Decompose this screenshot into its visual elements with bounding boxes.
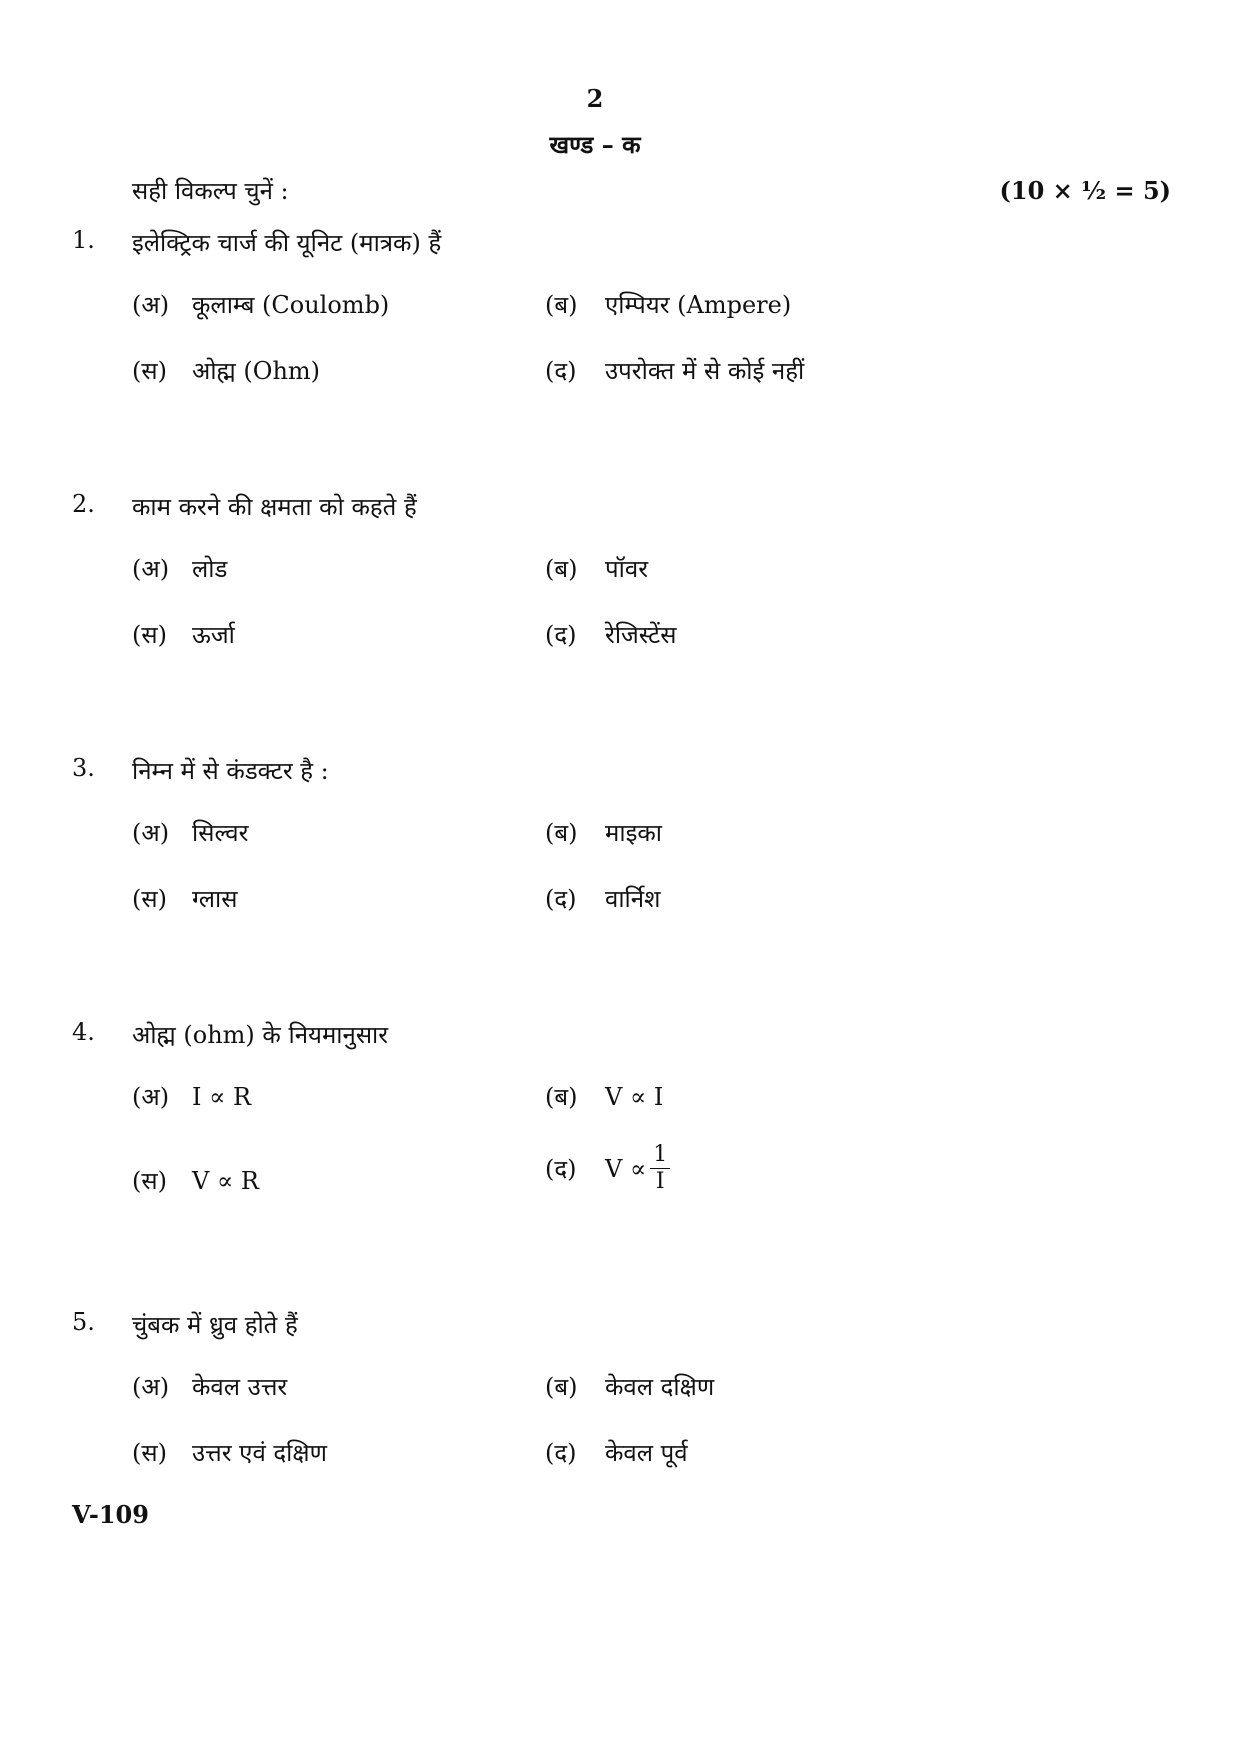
question-number: 4.	[72, 1018, 95, 1046]
marks-allocation: (10 × ½ = 5)	[999, 176, 1171, 205]
option-a	[132, 552, 227, 585]
option-text: ऊर्जा	[192, 621, 235, 649]
question-number: 1.	[72, 226, 95, 254]
question-text: इलेक्ट्रिक चार्ज की यूनिट (मात्रक) हैं	[132, 229, 442, 257]
option-text: V ∝ I	[605, 1082, 664, 1111]
question-text: काम करने की क्षमता को कहते हैं	[132, 493, 417, 521]
option-text: वार्निश	[605, 885, 661, 913]
option-a	[132, 1370, 287, 1403]
question-text: ओह्म (ohm) के नियमानुसार	[132, 1021, 389, 1049]
question-number: 5.	[72, 1308, 95, 1336]
option-b	[545, 1080, 663, 1113]
option-d	[545, 1144, 670, 1193]
option-text: सिल्वर	[192, 819, 249, 847]
option-b	[545, 552, 648, 585]
page-number: 2	[586, 84, 604, 113]
option-text: V ∝	[605, 1154, 647, 1183]
option-label: (ब)	[545, 1083, 578, 1111]
option-text: माइका	[605, 819, 662, 847]
option-text: उपरोक्त में से कोई नहीं	[605, 357, 805, 385]
paper-code: V-109	[72, 1500, 149, 1529]
option-b	[545, 1370, 714, 1403]
option-label: (द)	[545, 1439, 577, 1467]
option-label: (अ)	[132, 1083, 170, 1111]
question-number: 3.	[72, 754, 95, 782]
option-text: कूलाम्ब (Coulomb)	[192, 291, 390, 319]
fraction	[650, 1144, 670, 1193]
option-a	[132, 288, 389, 321]
option-text: एम्पियर (Ampere)	[605, 291, 792, 319]
option-label: (द)	[545, 357, 577, 385]
option-text: पॉवर	[605, 555, 649, 583]
option-label: (ब)	[545, 291, 578, 319]
option-text: केवल दक्षिण	[605, 1373, 715, 1401]
option-label: (द)	[545, 1155, 577, 1183]
option-label: (द)	[545, 621, 577, 649]
section-title: खण्ड – क	[549, 130, 641, 159]
option-label: (अ)	[132, 1373, 170, 1401]
option-label: (ब)	[545, 1373, 578, 1401]
option-text: केवल पूर्व	[605, 1439, 688, 1467]
option-b	[545, 288, 791, 321]
option-label: (ब)	[545, 819, 578, 847]
option-d	[545, 618, 677, 651]
option-c	[132, 1164, 259, 1197]
fraction-denominator: I	[655, 1169, 665, 1194]
option-text: ग्लास	[192, 885, 238, 913]
option-label: (स)	[132, 885, 167, 913]
option-a	[132, 1080, 251, 1113]
option-text: उत्तर एवं दक्षिण	[192, 1439, 327, 1467]
option-c	[132, 354, 320, 387]
question-text: निम्न में से कंडक्टर है :	[132, 757, 329, 785]
option-text: ओह्म (Ohm)	[192, 357, 321, 385]
option-c	[132, 1436, 327, 1469]
option-a	[132, 816, 248, 849]
option-text: लोड	[192, 555, 228, 583]
option-label: (अ)	[132, 819, 170, 847]
option-label: (अ)	[132, 291, 170, 319]
option-label: (स)	[132, 357, 167, 385]
option-text: केवल उत्तर	[192, 1373, 288, 1401]
option-d	[545, 1436, 688, 1469]
option-d	[545, 354, 804, 387]
option-b	[545, 816, 662, 849]
option-c	[132, 882, 237, 915]
option-d	[545, 882, 660, 915]
option-label: (अ)	[132, 555, 170, 583]
option-text: V ∝ R	[192, 1166, 259, 1195]
instruction-text: सही विकल्प चुनें :	[132, 177, 289, 205]
question-text: चुंबक में ध्रुव होते हैं	[132, 1311, 298, 1339]
option-label: (स)	[132, 621, 167, 649]
fraction-numerator: 1	[650, 1144, 670, 1169]
option-text: I ∝ R	[192, 1082, 252, 1111]
option-text: रेजिस्टेंस	[605, 621, 677, 649]
option-label: (द)	[545, 885, 577, 913]
option-label: (स)	[132, 1439, 167, 1467]
option-label: (ब)	[545, 555, 578, 583]
option-c	[132, 618, 235, 651]
option-label: (स)	[132, 1167, 167, 1195]
question-number: 2.	[72, 490, 95, 518]
